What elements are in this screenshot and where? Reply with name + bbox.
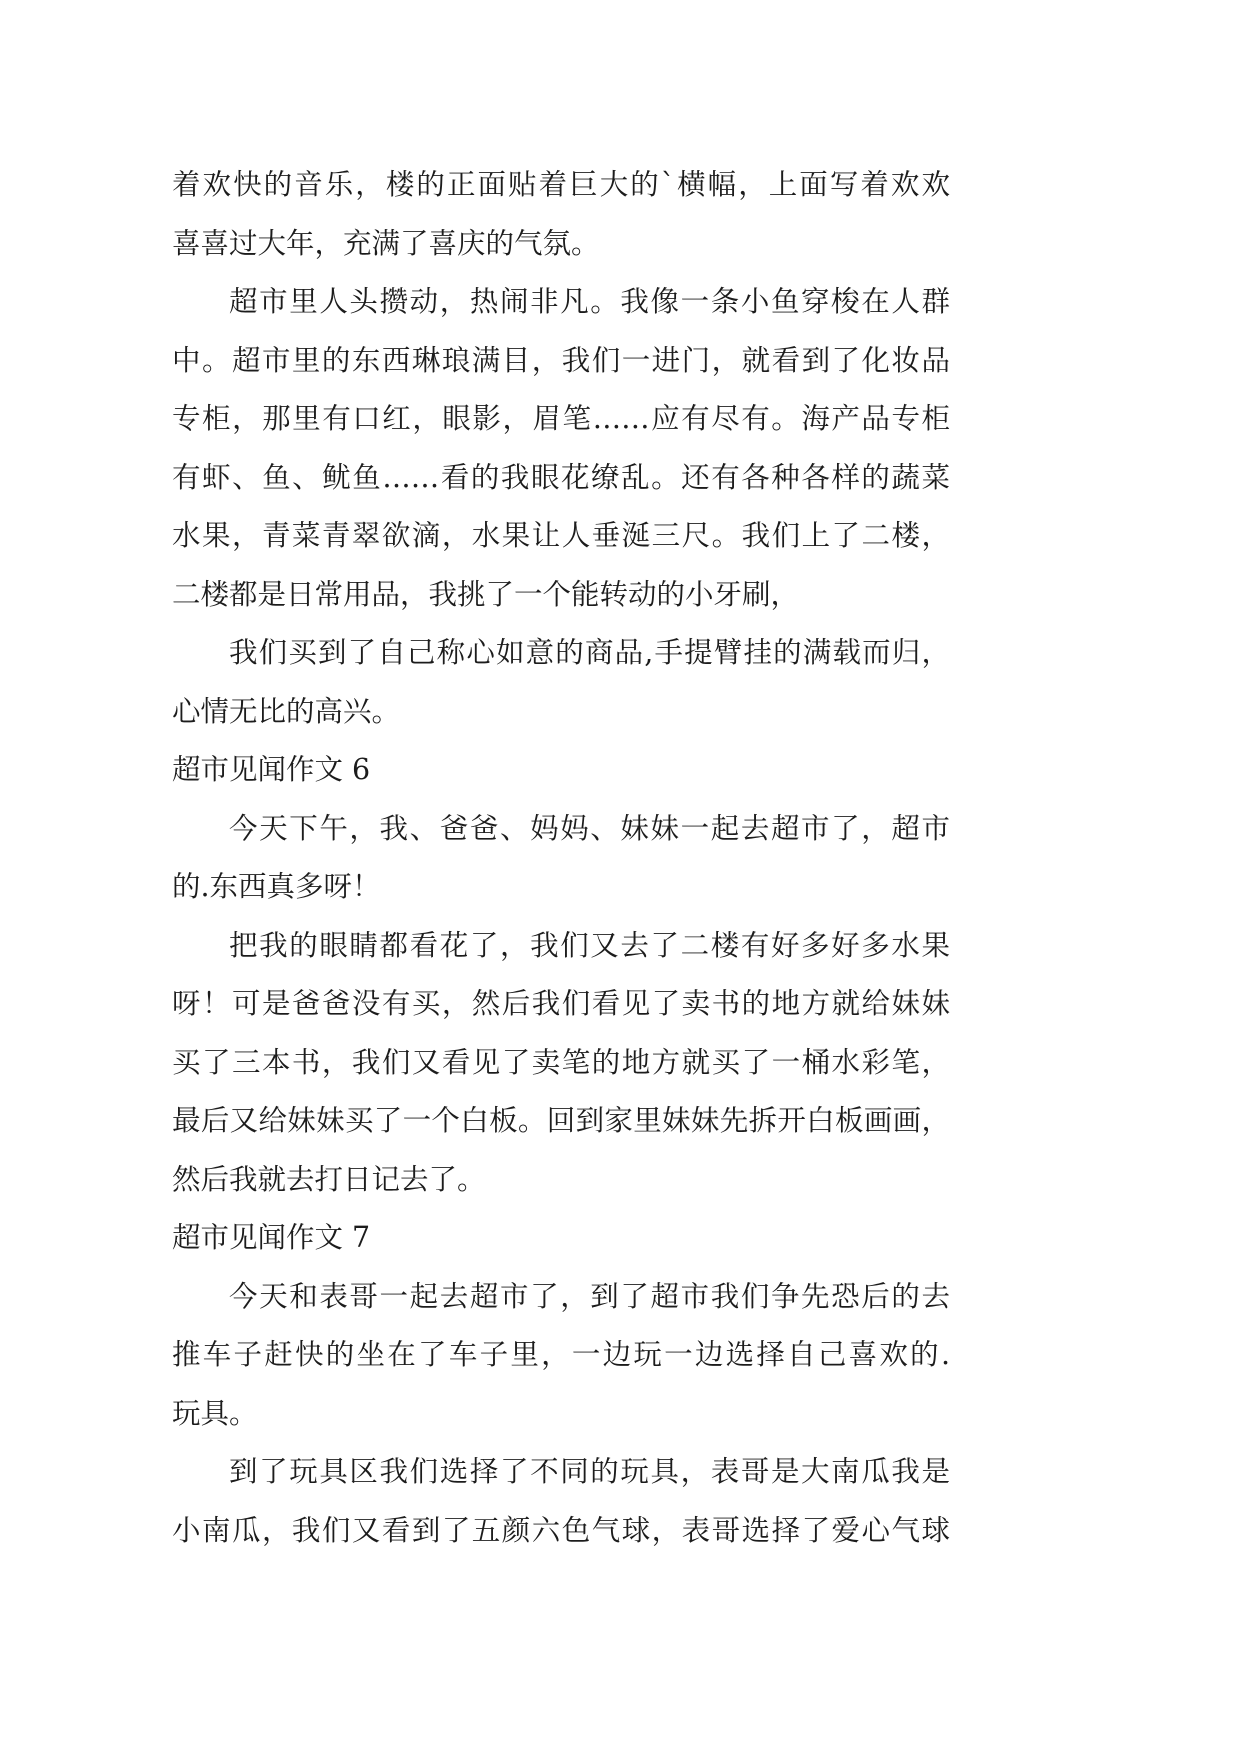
text-line: 水果，青菜青翠欲滴，水果让人垂涎三尺。我们上了二楼， [172,519,950,552]
text-line: 小南瓜，我们又看到了五颜六色气球，表哥选择了爱心气球 [172,1513,950,1547]
text-line: 喜喜过大年，充满了喜庆的气氛。 [172,226,600,260]
document-body [172,156,950,1560]
text-line: 今天下午，我、爸爸、妈妈、妹妹一起去超市了，超市 [229,811,950,845]
text-line: 最后又给妹妹买了一个白板。回到家里妹妹先拆开白板画画， [172,1104,950,1137]
paragraph [172,800,950,917]
text-line: 今天和表哥一起去超市了，到了超市我们争先恐后的去 [229,1279,950,1313]
text-line: 到了玩具区我们选择了不同的玩具，表哥是大南瓜我是 [229,1455,950,1488]
text-line: 的.东西真多呀！ [172,870,381,903]
paragraph [172,156,950,273]
text-line: 推车子赶快的坐在了车子里，一边玩一边选择自己喜欢的. [172,1338,950,1371]
text-line: 然后我就去打日记去了。 [172,1162,486,1196]
section-heading: 超市见闻作文 6 [172,753,371,786]
paragraph [172,1443,950,1560]
paragraph [172,624,950,741]
text-line: 买了三本书，我们又看见了卖笔的地方就买了一桶水彩笔， [172,1045,950,1079]
text-line: 心情无比的高兴。 [172,694,401,728]
paragraph [172,917,950,1210]
text-line: 二楼都是日常用品，我挑了一个能转动的小牙刷， [172,577,800,611]
text-line: 专柜，那里有口红，眼影，眉笔……应有尽有。海产品专柜 [172,402,950,435]
text-line: 中。超市里的东西琳琅满目，我们一进门，就看到了化妆品 [172,343,950,377]
paragraph [172,273,950,624]
text-line: 着欢快的音乐，楼的正面贴着巨大的`横幅，上面写着欢欢 [172,168,950,201]
text-line: 玩具。 [172,1396,258,1430]
text-line: 呀！可是爸爸没有买，然后我们看见了卖书的地方就给妹妹 [172,987,950,1020]
text-line: 我们买到了自己称心如意的商品,手提臂挂的满载而归， [229,636,950,669]
text-line: 超市里人头攒动，热闹非凡。我像一条小鱼穿梭在人群 [229,285,950,318]
text-line: 有虾、鱼、鱿鱼……看的我眼花缭乱。还有各种各样的蔬菜 [172,460,950,494]
paragraph [172,1268,950,1444]
text-line: 把我的眼睛都看花了，我们又去了二楼有好多好多水果 [229,928,950,962]
section-heading: 超市见闻作文 7 [172,1221,371,1254]
